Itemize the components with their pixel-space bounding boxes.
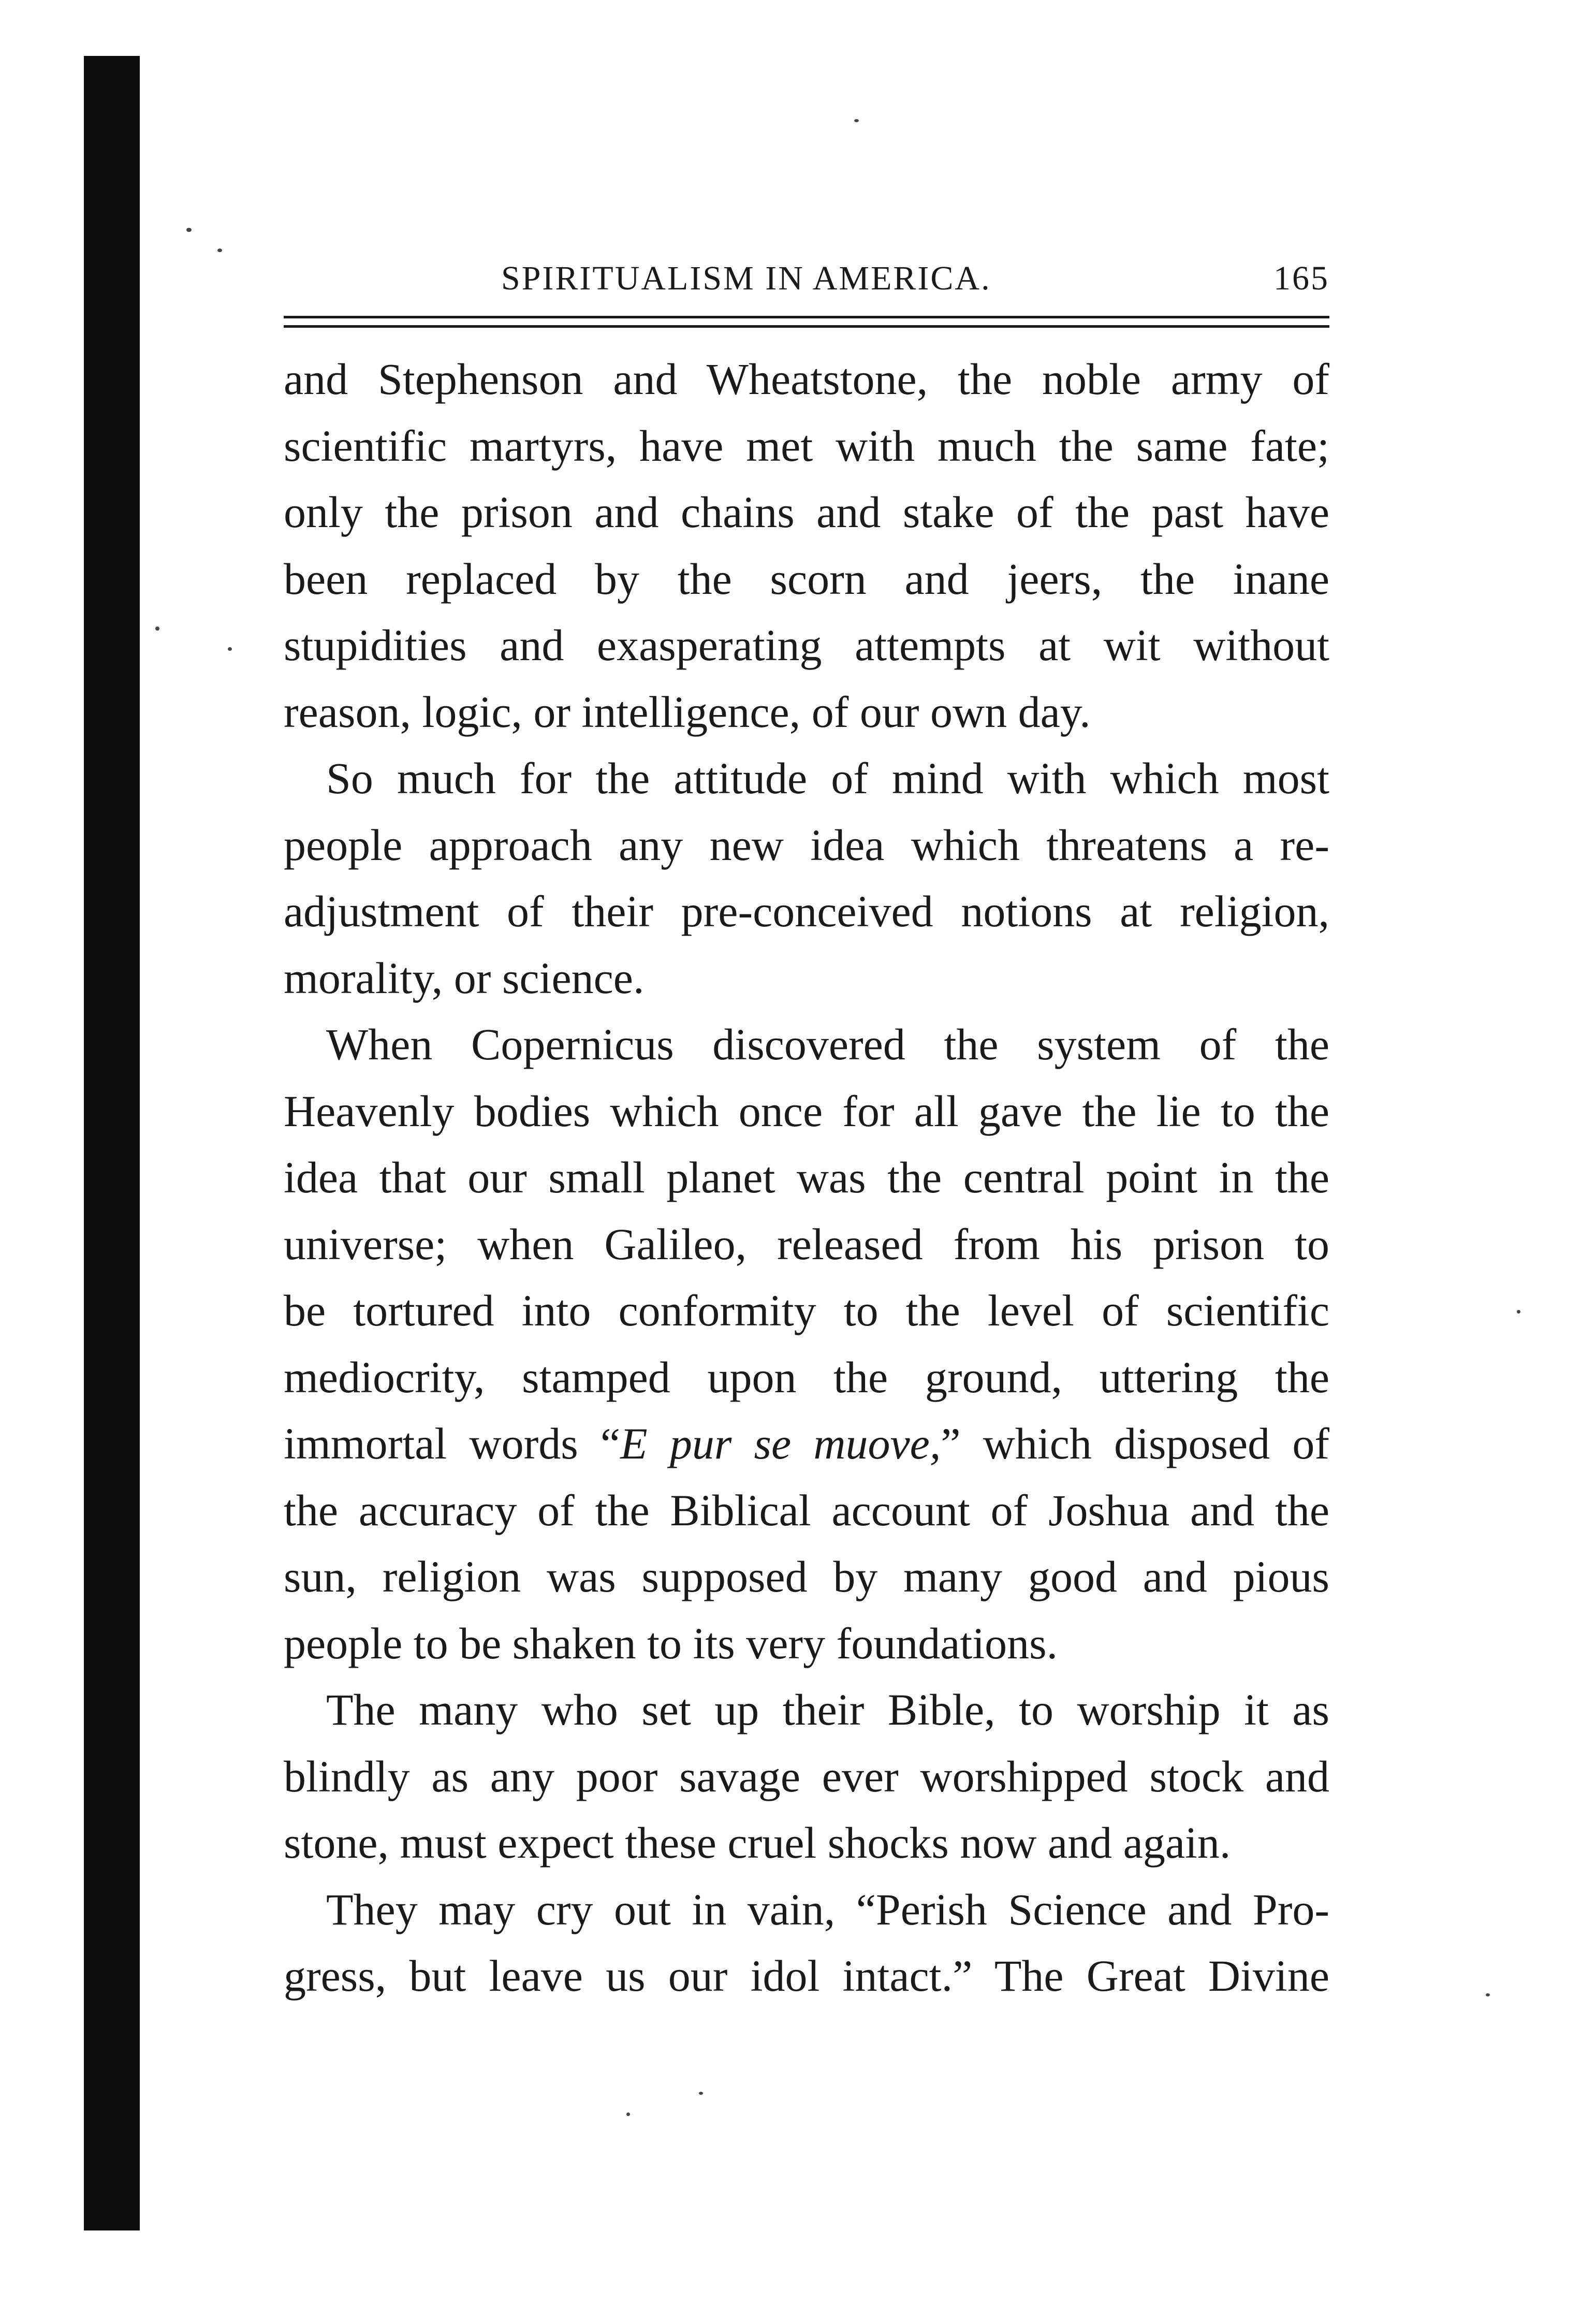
text-line: be tortured into conformity to the level of scientific xyxy=(284,1286,1329,1335)
text-line: idea that our small planet was the central point in the xyxy=(284,1153,1329,1202)
text-line: gress, but leave us our idol intact.” The Great Divine xyxy=(284,1951,1329,2001)
running-head-title: SPIRITUALISM IN AMERICA. xyxy=(501,259,991,297)
text-fragment: ” which disposed of xyxy=(941,1419,1329,1468)
text-line: stone, must expect these cruel shocks now and again. xyxy=(284,1818,1231,1868)
latin-quotation: E pur se muove, xyxy=(620,1419,941,1468)
text-line: Heavenly bodies which once for all gave the lie to the xyxy=(284,1086,1329,1136)
text-line: universe; when Galileo, released from his prison to xyxy=(284,1219,1329,1269)
text-line: The many who set up their Bible, to worship it as xyxy=(326,1685,1329,1734)
body-text xyxy=(284,346,1329,2009)
text-line: They may cry out in vain, “Perish Science and Pro- xyxy=(326,1884,1329,1934)
text-line: and Stephenson and Wheatstone, the noble army of xyxy=(284,354,1329,404)
header-rule-top xyxy=(284,316,1329,318)
page-number: 165 xyxy=(1273,259,1329,297)
text-line: morality, or science. xyxy=(284,953,645,1003)
text-line: When Copernicus discovered the system of the xyxy=(326,1019,1329,1069)
header-rule-bottom xyxy=(284,325,1329,328)
text-line: been replaced by the scorn and jeers, the inane xyxy=(284,553,1329,604)
binding-edge-shadow xyxy=(84,56,140,2230)
text-line: blindly as any poor savage ever worshipped stock and xyxy=(284,1751,1329,1801)
text-line: mediocrity, stamped upon the ground, uttering the xyxy=(284,1352,1329,1402)
text-line: reason, logic, or intelligence, of our own day. xyxy=(284,687,1091,737)
text-line: the accuracy of the Biblical account of Joshua and the xyxy=(284,1485,1329,1535)
text-line: scientific martyrs, have met with much the same fate; xyxy=(284,420,1329,471)
text-fragment: immortal words “ xyxy=(284,1419,621,1468)
text-line: only the prison and chains and stake of the past have xyxy=(284,487,1329,537)
text-line: stupidities and exasperating attempts at wit without xyxy=(284,620,1329,670)
text-line: adjustment of their pre-conceived notions at religion, xyxy=(284,886,1329,936)
text-line: people to be shaken to its very foundations. xyxy=(284,1618,1058,1668)
text-line: sun, religion was supposed by many good and pious xyxy=(284,1552,1329,1601)
text-line-with-quotation xyxy=(284,1410,1329,1477)
text-line: So much for the attitude of mind with which most xyxy=(326,753,1329,803)
text-line: people approach any new idea which threatens a re- xyxy=(284,820,1329,870)
running-head xyxy=(284,253,1329,304)
